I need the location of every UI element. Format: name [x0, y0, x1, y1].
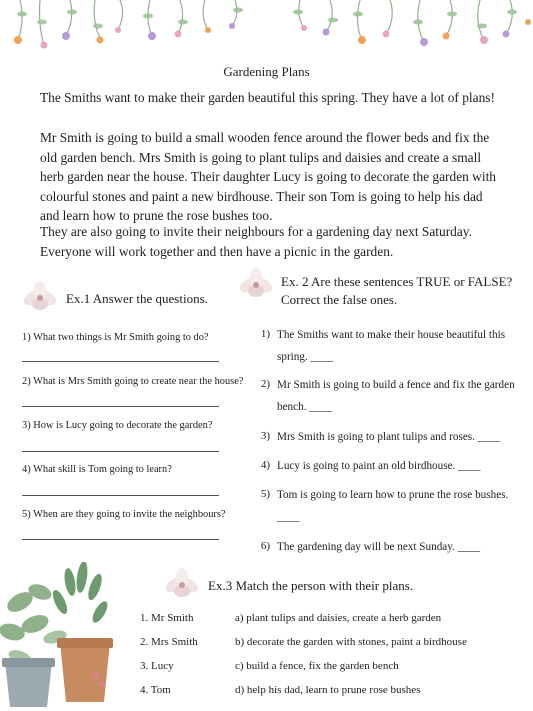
ex1-question-4: 4) What skill is Tom going to learn? [22, 464, 172, 475]
answer-line-2[interactable] [22, 406, 219, 407]
ex1-question-5: 5) When are they going to invite the neighbours? [22, 509, 226, 520]
answer-line-4[interactable] [22, 495, 219, 496]
ex2-number-3: 3) [260, 430, 270, 442]
ex2-statement-2: Mr Smith is going to build a fence and fix the garden bench. ____ [277, 379, 515, 413]
magnolia-flower-icon [236, 265, 276, 305]
ex2-number-2: 2) [260, 378, 270, 390]
ex2-statement-5: Tom is going to learn how to prune the rose bushes. ____ [277, 489, 509, 523]
magnolia-flower-icon [162, 565, 202, 605]
ex1-question-1: 1) What two things is Mr Smith going to do? [22, 332, 209, 343]
story-paragraph-3: They are also going to invite their neighbours for a gardening day next Saturday. Everyone will work together and then have a picnic in the garden. [40, 224, 472, 259]
match-person-4: 4. Tom [140, 684, 171, 696]
match-person-1: 1. Mr Smith [140, 612, 194, 624]
story-paragraph-2: Mr Smith is going to build a small wooden fence around the flower beds and fix the old garden bench. Mrs Smith is going to plant tulips and daisies and create a small herb garden near the house. Their daughter Lucy is going to decorate the garden with colourful stones and paint a new birdhouse. Their son Tom is going to help his dad and learn how to prune the rose bushes too. [40, 130, 496, 223]
ex2-heading-line2: Correct the false ones. [281, 292, 398, 307]
ex2-statement-1: The Smiths want to make their house beautiful this spring. ____ [277, 329, 506, 363]
match-plan-d: d) help his dad, learn to prune rose bushes [235, 684, 421, 696]
ex1-question-3: 3) How is Lucy going to decorate the garden? [22, 420, 213, 431]
magnolia-flower-icon [20, 278, 60, 318]
ex2-number-1: 1) [260, 328, 270, 340]
match-plan-b: b) decorate the garden with stones, paint a birdhouse [235, 636, 467, 648]
ex2-statement-4: Lucy is going to paint an old birdhouse. ____ [277, 460, 481, 472]
ex2-number-4: 4) [260, 459, 270, 471]
answer-line-1[interactable] [22, 361, 219, 362]
ex3-heading: Ex.3 Match the person with their plans. [208, 578, 414, 593]
match-plan-c: c) build a fence, fix the garden bench [235, 660, 399, 672]
match-person-2: 2. Mrs Smith [140, 636, 198, 648]
ex2-heading-line1: Ex. 2 Are these sentences TRUE or FALSE? [281, 274, 513, 289]
ex2-number-6: 6) [260, 540, 270, 552]
ex2-number-5: 5) [260, 488, 270, 500]
answer-line-5[interactable] [22, 539, 219, 540]
ex2-statement-6: The gardening day will be next Sunday. ____ [277, 541, 481, 553]
potted-plants-illustration [0, 562, 125, 711]
ex2-statement-3: Mrs Smith is going to plant tulips and roses. ____ [277, 431, 501, 443]
story-paragraph-1: The Smiths want to make their garden beautiful this spring. They have a lot of plans! [40, 90, 495, 105]
page-title: Gardening Plans [223, 64, 310, 79]
match-plan-a: a) plant tulips and daisies, create a herb garden [235, 612, 442, 624]
answer-line-3[interactable] [22, 451, 219, 452]
ex1-heading: Ex.1 Answer the questions. [66, 291, 208, 306]
match-person-3: 3. Lucy [140, 660, 174, 672]
floral-banner [0, 0, 533, 58]
ex1-question-2: 2) What is Mrs Smith going to create near the house? [22, 376, 244, 387]
